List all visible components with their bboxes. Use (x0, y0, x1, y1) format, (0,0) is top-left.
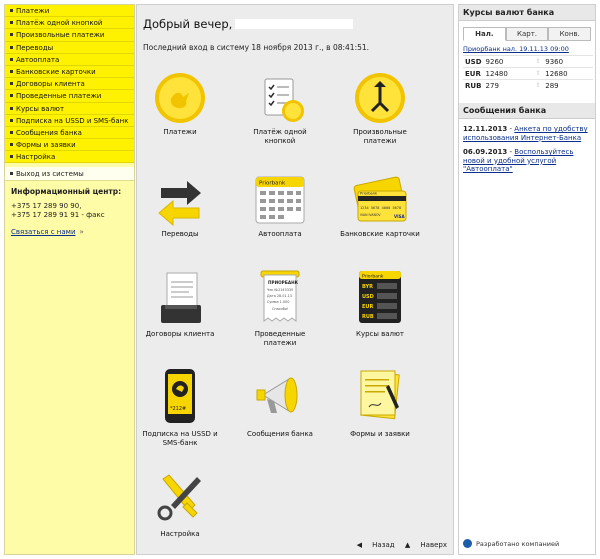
menu-item-arbitrary-payments[interactable]: Произвольные платежи (5, 29, 134, 41)
forms-icon (353, 367, 407, 427)
arrow-icon: ⇧ (533, 56, 543, 68)
svg-text:VISA: VISA (394, 214, 405, 219)
svg-text:USD: USD (362, 294, 374, 300)
sell-rate: 289 (543, 80, 593, 92)
svg-text:BYR: BYR (362, 284, 374, 290)
menu-item-ussd-sms[interactable]: Подписка на USSD и SMS-банк (5, 115, 134, 127)
last-login-info: Последний вход в систему 18 ноября 2013 г., в 08:41:51. (143, 43, 370, 52)
sell-rate: 12680 (543, 68, 593, 80)
currency-code: USD (465, 57, 482, 66)
message-link[interactable]: Анкета по удобству использования Интернет-Банка (463, 125, 588, 142)
tile-bank-cards[interactable] (340, 173, 420, 239)
contact-us-link[interactable]: Связаться с нами (11, 228, 76, 237)
tile-label: Платёж одной кнопкой (253, 128, 307, 145)
top-link[interactable]: ▲ Наверх (404, 541, 447, 549)
back-label: Назад (372, 541, 395, 549)
rates-tabs (463, 27, 591, 41)
sell-rate: 9360 (543, 56, 593, 68)
tile-label: Формы и заявки (350, 430, 410, 438)
right-column (458, 4, 596, 555)
tile-label: Произвольные платежи (353, 128, 407, 145)
menu-item-bank-messages[interactable]: Сообщения банка (5, 127, 134, 139)
checklist-coin-icon (253, 71, 307, 125)
calendar-icon (251, 173, 309, 227)
svg-text:IVAN IVANOV: IVAN IVANOV (360, 213, 381, 217)
user-name-redacted (235, 19, 353, 29)
menu-item-payments[interactable]: Платежи (5, 5, 134, 17)
menu-item-completed-payments[interactable]: Проведенные платежи (5, 90, 134, 102)
rates-source-link[interactable]: Приорбанк нал. 19.11.13 09:00 (463, 45, 569, 53)
svg-text:EUR: EUR (362, 304, 374, 310)
svg-text:Priorbank: Priorbank (362, 274, 384, 280)
svg-text:ПРИОРБАНК: ПРИОРБАНК (268, 280, 299, 285)
developer-text: Разработано компанией (476, 539, 560, 548)
tile-bank-messages[interactable] (240, 367, 320, 439)
main-panel (136, 4, 454, 555)
menu-item-forms[interactable]: Формы и заявки (5, 139, 134, 151)
tile-ussd-sms[interactable] (140, 367, 220, 447)
megaphone-icon (253, 367, 307, 427)
tile-label: Сообщения банка (247, 430, 313, 438)
greeting-text: Добрый вечер, (143, 17, 233, 31)
menu-item-autopay[interactable]: Автооплата (5, 54, 134, 66)
svg-text:Дата 28.01.13: Дата 28.01.13 (267, 294, 292, 298)
table-row (463, 56, 593, 68)
info-center (5, 181, 134, 243)
message-link[interactable]: Воспользуйтесь новой и удобной услугой "Автооплата" (463, 148, 574, 173)
logout-link[interactable]: Выход из системы (5, 167, 134, 181)
tile-label: Автооплата (258, 230, 302, 238)
message-date: 06.09.2013 (463, 148, 508, 156)
tools-icon (153, 469, 207, 527)
tile-completed-payments[interactable] (240, 269, 320, 347)
svg-text:1234 5678 4000 5678: 1234 5678 4000 5678 (360, 206, 402, 210)
rates-table (463, 55, 593, 91)
tile-exchange-rates[interactable] (340, 269, 420, 339)
tile-label: Банковские карточки (340, 230, 420, 238)
left-sidebar (4, 4, 135, 555)
buy-rate: 12480 (484, 68, 534, 80)
fax-line: +375 17 289 91 91 - факс (11, 211, 105, 220)
svg-text:*212#: *212# (170, 406, 187, 412)
table-row (463, 68, 593, 80)
double-chevron-right-icon: » (79, 228, 84, 237)
menu-item-bank-cards[interactable]: Банковские карточки (5, 66, 134, 78)
rates-title: Курсы валют банка (459, 5, 595, 21)
svg-text:Сумма 1.000: Сумма 1.000 (267, 300, 290, 304)
svg-text:Чек №2143335: Чек №2143335 (267, 288, 294, 292)
message-date: 12.11.2013 (463, 125, 508, 133)
tile-label: Настройка (160, 530, 200, 538)
mobile-phone-icon (153, 367, 207, 427)
list-item: 12.11.2013 - Анкета по удобству использования Интернет-Банка (463, 125, 588, 142)
table-row (463, 80, 593, 92)
back-link[interactable]: ◀ Назад (356, 541, 395, 549)
tab-cash[interactable]: Нал. (463, 27, 506, 41)
svg-text:Спасибо!: Спасибо! (272, 307, 289, 311)
tile-settings[interactable] (140, 469, 220, 539)
messages-title: Сообщения банка (459, 103, 595, 119)
top-label: Наверх (420, 541, 447, 549)
tile-label: Курсы валют (355, 330, 404, 338)
developer-credit (463, 539, 559, 548)
document-tray-icon (153, 269, 207, 327)
receipt-icon (253, 269, 307, 327)
info-center-title: Информационный центр: (11, 187, 122, 197)
list-item: 06.09.2013 - Воспользуйтесь новой и удобной услугой "Автооплата" (463, 148, 574, 173)
developer-logo-icon (463, 539, 472, 548)
menu-item-contracts[interactable]: Договоры клиента (5, 78, 134, 90)
tile-transfers[interactable] (140, 173, 220, 239)
tile-autopay[interactable] (240, 173, 320, 239)
arrow-icon: ⇧ (533, 80, 543, 92)
tile-one-click-payment[interactable] (240, 71, 320, 145)
svg-text:Priorbank: Priorbank (360, 191, 378, 196)
transfer-arrows-icon (153, 173, 207, 227)
main-menu (5, 5, 134, 163)
buy-rate: 9260 (484, 56, 534, 68)
phone-line: +375 17 289 90 90, (11, 202, 82, 211)
arrow-icon: ⇧ (533, 68, 543, 80)
menu-item-settings[interactable]: Настройка (5, 151, 134, 163)
tile-label: Проведенные платежи (254, 330, 306, 347)
menu-item-transfers[interactable]: Переводы (5, 42, 134, 54)
tile-label: Договоры клиента (145, 330, 215, 338)
menu-item-one-click-payment[interactable]: Платёж одной кнопкой (5, 17, 134, 29)
currency-code: RUB (463, 80, 484, 92)
bank-cards-icon (350, 173, 410, 227)
tab-card[interactable]: Карт. (506, 27, 549, 41)
menu-item-exchange-rates[interactable]: Курсы валют (5, 103, 134, 115)
svg-text:RUB: RUB (362, 314, 374, 320)
svg-text:Priorbank: Priorbank (259, 180, 286, 187)
buy-rate: 279 (484, 80, 534, 92)
greeting (143, 17, 353, 31)
tile-forms[interactable] (340, 367, 420, 439)
tile-label: Подписка на USSD и SMS-банк (142, 430, 218, 447)
currency-board-icon (353, 269, 407, 327)
arrows-coin-icon (353, 71, 407, 125)
tile-contracts[interactable] (140, 269, 220, 339)
messages-list (463, 125, 591, 174)
coin-icon (153, 71, 207, 125)
tile-label: Переводы (161, 230, 199, 238)
pager (349, 541, 447, 549)
currency-code: EUR (463, 68, 484, 80)
tab-conversion[interactable]: Конв. (548, 27, 591, 41)
tile-payments[interactable] (140, 71, 220, 137)
tile-arbitrary-payments[interactable] (340, 71, 420, 145)
tile-label: Платежи (163, 128, 197, 136)
